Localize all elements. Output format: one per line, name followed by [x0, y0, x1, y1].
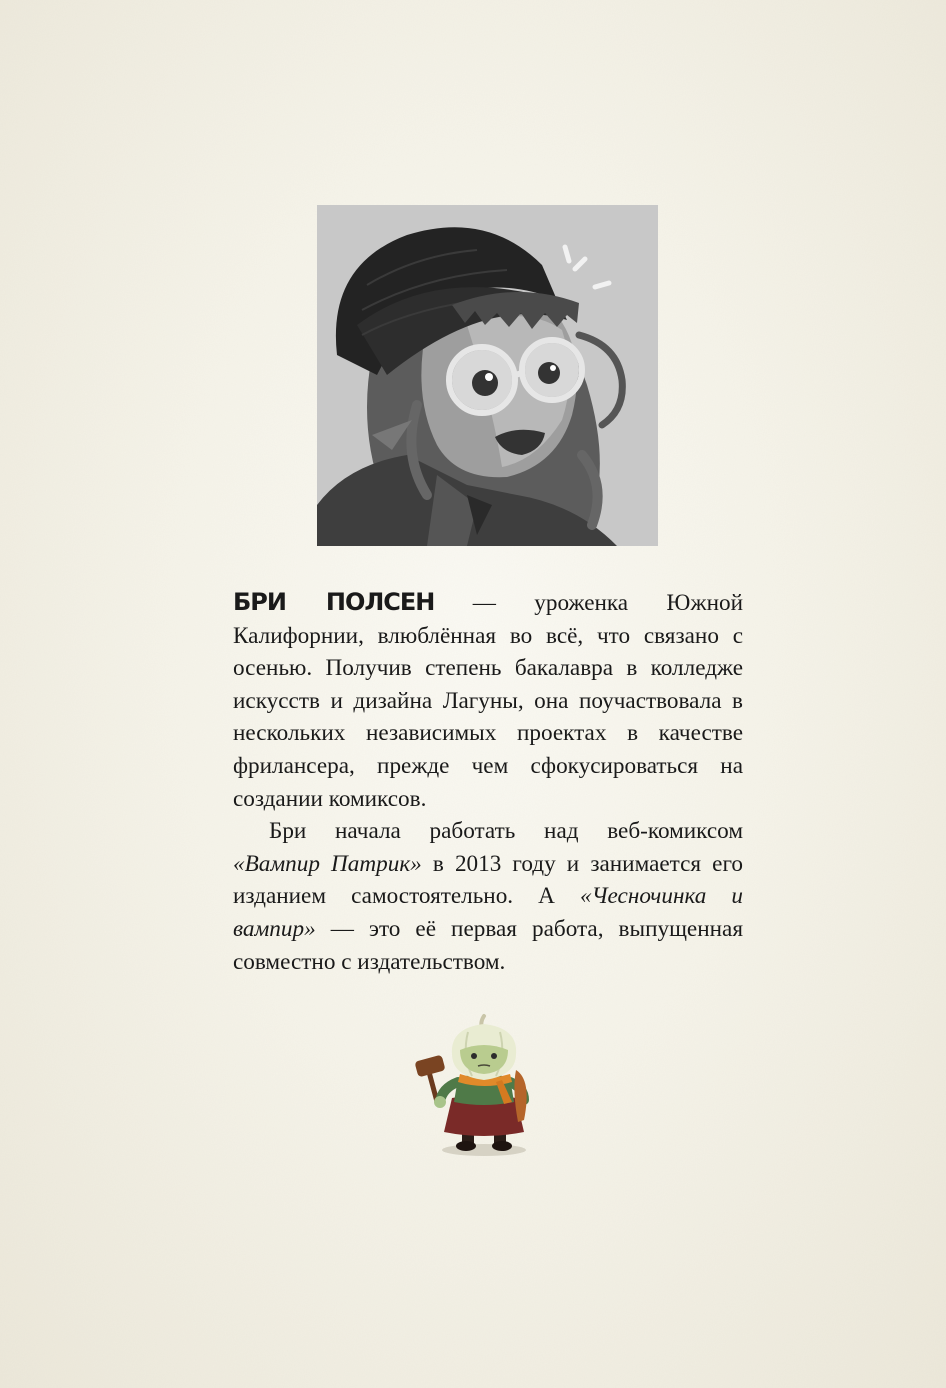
author-bio [233, 586, 743, 978]
bio-text-1: — уроженка Южной Калифорнии, влюблённая во всё, что связано с осенью. Получив степень бакалавра в колледже искусств и дизайна Лагуны, она поучаствовала в нескольких независимых проектах в качестве фрилансера, прежде чем сфокусироваться на создании комиксов. [233, 590, 743, 812]
comic-title-1: «Вампир Патрик» [233, 850, 422, 877]
garlic-mascot [412, 1010, 547, 1160]
author-portrait [317, 205, 658, 546]
bio-paragraph-1 [233, 586, 743, 815]
bio-paragraph-2 [233, 815, 743, 978]
bio-text-2b: в 2013 году и занимается его изданием самостоятельно. А [233, 850, 743, 910]
bio-text-2a: Бри начала работать над веб-комиксом [269, 818, 743, 845]
bio-text-2c: — это её первая работа, выпущенная совместно с издательством. [233, 915, 743, 975]
comic-title-2: «Чесночинка и вампир» [233, 883, 743, 942]
author-name: БРИ ПОЛСЕН [233, 588, 435, 616]
